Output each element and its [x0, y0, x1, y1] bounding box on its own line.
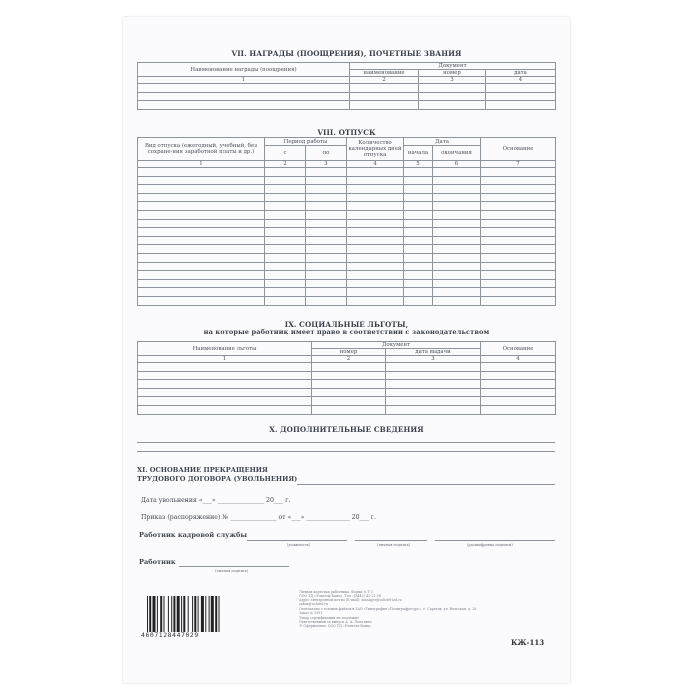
barcode-image [145, 596, 245, 632]
col-doc-name: наименование [350, 70, 419, 77]
imprint-line: Заказ № 1951 [299, 611, 323, 615]
col-issue-date: дата выдачи [386, 349, 481, 356]
worker-label: Работник [139, 558, 176, 566]
table-row [138, 296, 556, 305]
table-row [138, 202, 556, 211]
col-date: Дата [404, 138, 481, 146]
col-days-count: Количество календарных дней отпуска [347, 138, 404, 161]
termination-basis-line[interactable] [297, 484, 555, 485]
form-page [123, 17, 570, 683]
col-number: номер [312, 349, 386, 356]
table-row [138, 228, 556, 237]
col-num: 3 [419, 77, 486, 84]
table-row [138, 405, 556, 414]
table-row [138, 279, 556, 288]
hr-worker-label: Работник кадровой службы [139, 531, 248, 539]
col-doc-date: дата [486, 70, 556, 77]
barcode-number: 4607128447029 [141, 631, 199, 639]
col-end: окончания [433, 146, 481, 161]
form-code: КЖ-113 [511, 638, 545, 647]
section-10-title: X. ДОПОЛНИТЕЛЬНЫЕ СВЕДЕНИЯ [269, 425, 424, 434]
table-row [138, 168, 556, 177]
hint-worker-signature: (личная подпись) [215, 569, 249, 573]
col-doc-number: номер [419, 70, 486, 77]
col-num: 3 [306, 161, 347, 168]
col-num: 6 [433, 161, 481, 168]
awards-table [137, 62, 556, 110]
col-start: начала [404, 146, 433, 161]
order-number[interactable]: Приказ (распоряжение) № _______________ от «___» ______________ 20___ г. [141, 514, 377, 521]
col-num: 4 [486, 77, 556, 84]
col-num: 1 [138, 77, 350, 84]
table-row [138, 210, 556, 219]
table-row [138, 397, 556, 406]
col-num: 4 [481, 356, 556, 363]
table-row [138, 101, 556, 110]
col-num: 7 [481, 161, 556, 168]
table-row [138, 262, 556, 271]
col-num: 2 [350, 77, 419, 84]
imprint-line: Отпечатано с готовых файлов в ЗАО «Типография «Полиграфресурс», г. Саратов, ул. Вольская, д. 28 [299, 607, 477, 611]
table-row [138, 84, 556, 93]
table-row [138, 288, 556, 297]
col-from: с [265, 146, 306, 161]
col-num: 1 [138, 161, 265, 168]
signature-line[interactable] [355, 540, 427, 541]
dismissal-date[interactable]: Дата увольнения «___» _______________ 20___ г. [141, 497, 291, 504]
table-row [138, 176, 556, 185]
section-7-title: VII. НАГРАДЫ (ПООЩРЕНИЯ), ПОЧЕТНЫЕ ЗВАНИЯ [231, 49, 462, 58]
imprint-line: zakaz@uchitel.ru [299, 602, 328, 606]
col-document: Документ [312, 342, 481, 349]
table-row [138, 236, 556, 245]
section-11-title: ТРУДОВОГО ДОГОВОРА (УВОЛЬНЕНИЯ) [137, 475, 298, 483]
col-num: 4 [347, 161, 404, 168]
col-work-period: Период работы [265, 138, 347, 146]
col-num: 3 [386, 356, 481, 363]
section-9-subtitle: на которые работник имеет право в соответствии с законодательством [203, 328, 490, 336]
imprint-line: Личная карточка работника. Форма № Т-2 [299, 590, 373, 594]
table-row [138, 380, 556, 389]
imprint-line: ООО ТД «Учитель-Канц». Тел.: (8442) 42-21-58 [299, 594, 381, 598]
imprint-line: Ответственный за выпуск А. А. Лопатина [299, 620, 372, 624]
imprint-line: © Оформление. ООО ТД «Учитель-Канц» [299, 624, 372, 628]
section-9-title: IX. СОЦИАЛЬНЫЕ ЛЬГОТЫ, [284, 320, 409, 329]
additional-info-line[interactable] [137, 442, 555, 443]
table-row [138, 193, 556, 202]
table-row [138, 92, 556, 101]
table-row [138, 388, 556, 397]
section-11-title: XI. ОСНОВАНИЕ ПРЕКРАЩЕНИЯ [137, 466, 268, 474]
col-basis: Основание [481, 138, 556, 161]
decoding-line[interactable] [435, 540, 555, 541]
table-row [138, 185, 556, 194]
additional-info-line[interactable] [137, 451, 555, 452]
col-vacation-type: Вид отпуска (ежегодный, учебный, без сохране-ния заработной платы и др.) [138, 138, 265, 161]
col-basis: Основание [481, 342, 556, 356]
table-row [138, 363, 556, 372]
section-8-title: VIII. ОТПУСК [317, 128, 376, 137]
col-num: 2 [312, 356, 386, 363]
worker-signature-line[interactable] [179, 566, 289, 567]
imprint-line: Адрес электронной почты (E-mail): manager@uchitel-izd.ru [299, 598, 402, 602]
col-to: по [306, 146, 347, 161]
col-benefit-name: Наименование льготы [138, 342, 312, 356]
table-row [138, 253, 556, 262]
imprint-line: Товар сертификации не подлежит [299, 616, 359, 620]
hint-decoding: (расшифровка подписи) [467, 543, 513, 547]
table-row [138, 371, 556, 380]
col-document: Документ [350, 63, 556, 70]
col-num: 5 [404, 161, 433, 168]
col-award-name: Наименование награды (поощрения) [138, 63, 350, 77]
position-line[interactable] [247, 540, 347, 541]
table-row [138, 219, 556, 228]
benefits-table [137, 341, 556, 415]
col-num: 1 [138, 356, 312, 363]
hint-position: (должность) [287, 543, 311, 547]
hint-signature: (личная подпись) [377, 543, 411, 547]
vacation-table [137, 137, 556, 306]
col-num: 2 [265, 161, 306, 168]
table-row [138, 271, 556, 280]
table-row [138, 245, 556, 254]
